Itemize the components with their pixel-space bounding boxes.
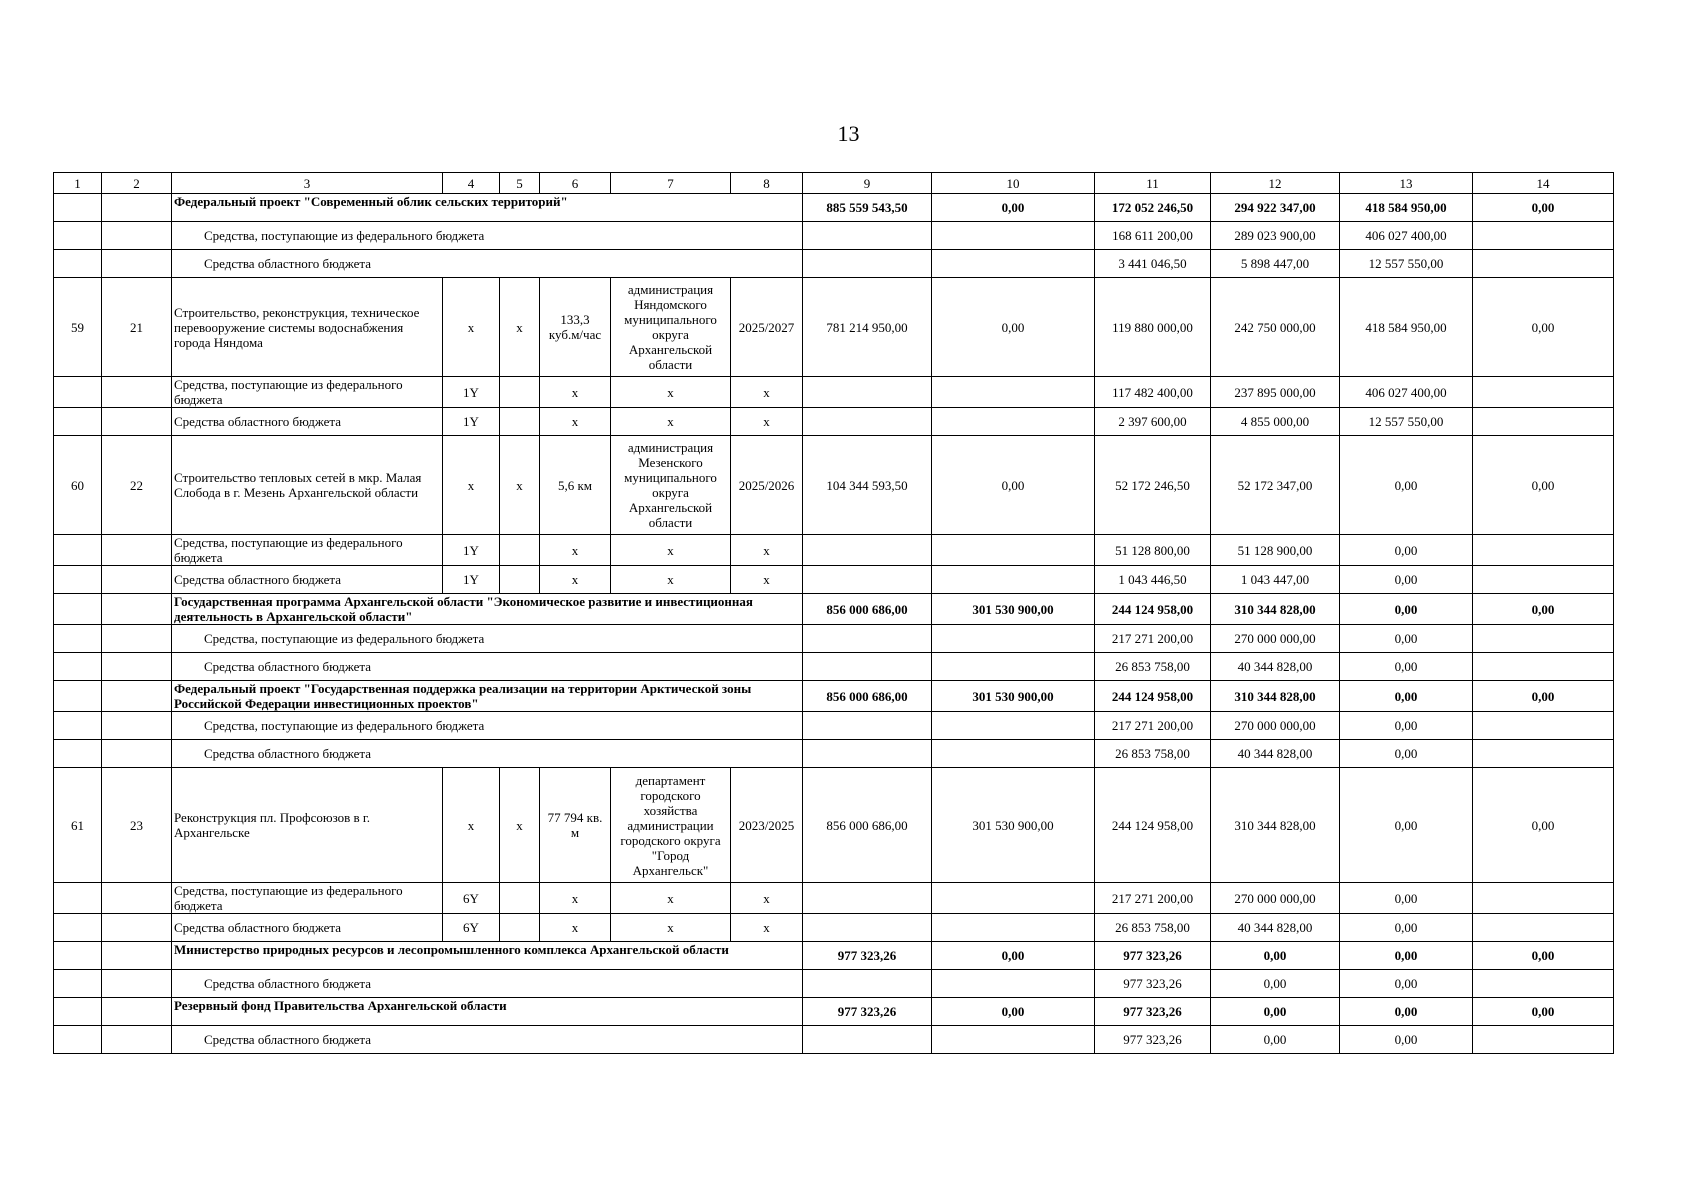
- amount-c13: 0,00: [1340, 594, 1473, 625]
- column-number: 14: [1473, 173, 1614, 194]
- amount-c14: [1473, 377, 1614, 408]
- amount-c13: 0,00: [1340, 883, 1473, 914]
- section-funding-row: [54, 653, 1614, 681]
- amount-c13: 12 557 550,00: [1340, 408, 1473, 436]
- amount-c14: [1473, 222, 1614, 250]
- amount-c12: 0,00: [1211, 942, 1340, 970]
- period-cell: х: [731, 883, 803, 914]
- amount-c12: 310 344 828,00: [1211, 681, 1340, 712]
- amount-c14: 0,00: [1473, 942, 1614, 970]
- row-number: 61: [54, 768, 102, 883]
- section-title: Государственная программа Архангельской области "Экономическое развитие и инвестиционная деятельность в Архангельской области": [172, 594, 803, 625]
- amount-c13: 0,00: [1340, 712, 1473, 740]
- column-number: 11: [1095, 173, 1211, 194]
- empty-cell: [54, 712, 102, 740]
- amount-c14: [1473, 1026, 1614, 1054]
- funding-source-label: Средства областного бюджета: [172, 653, 803, 681]
- amount-c9: [803, 377, 932, 408]
- empty-cell: [54, 998, 102, 1026]
- amount-c14: 0,00: [1473, 998, 1614, 1026]
- funding-source-label: Средства областного бюджета: [172, 1026, 803, 1054]
- section-header-row: [54, 681, 1614, 712]
- empty-cell: [102, 1026, 172, 1054]
- period-cell: 2025/2026: [731, 436, 803, 535]
- amount-c13: 406 027 400,00: [1340, 222, 1473, 250]
- amount-c10: [932, 377, 1095, 408]
- amount-c12: 310 344 828,00: [1211, 594, 1340, 625]
- amount-c13: 0,00: [1340, 970, 1473, 998]
- object-funding-row: [54, 566, 1614, 594]
- amount-c10: [932, 883, 1095, 914]
- column-number: 2: [102, 173, 172, 194]
- code-cell: х: [443, 278, 500, 377]
- amount-c11: 217 271 200,00: [1095, 883, 1211, 914]
- amount-c10: [932, 250, 1095, 278]
- funding-source-label: Средства областного бюджета: [172, 740, 803, 768]
- amount-c9: 856 000 686,00: [803, 681, 932, 712]
- amount-c11: 168 611 200,00: [1095, 222, 1211, 250]
- column-number: 10: [932, 173, 1095, 194]
- column-number: 3: [172, 173, 443, 194]
- empty-cell: [102, 222, 172, 250]
- object-funding-row: [54, 914, 1614, 942]
- amount-c10: [932, 625, 1095, 653]
- amount-c11: 3 441 046,50: [1095, 250, 1211, 278]
- amount-c11: 1 043 446,50: [1095, 566, 1211, 594]
- section-funding-row: [54, 250, 1614, 278]
- amount-c14: [1473, 883, 1614, 914]
- amount-c13: 0,00: [1340, 566, 1473, 594]
- empty-cell: [54, 653, 102, 681]
- object-funding-row: [54, 408, 1614, 436]
- amount-c14: 0,00: [1473, 194, 1614, 222]
- amount-c11: 977 323,26: [1095, 970, 1211, 998]
- row-number: 21: [102, 278, 172, 377]
- empty-cell: [102, 681, 172, 712]
- empty-cell: [102, 942, 172, 970]
- capacity-cell: 133,3 куб.м/час: [540, 278, 611, 377]
- code-cell: 6Y: [443, 883, 500, 914]
- amount-c13: 0,00: [1340, 436, 1473, 535]
- empty-cell: [54, 625, 102, 653]
- period-cell: х: [731, 566, 803, 594]
- column-number: 4: [443, 173, 500, 194]
- section-funding-row: [54, 1026, 1614, 1054]
- amount-c13: 0,00: [1340, 768, 1473, 883]
- amount-c14: [1473, 250, 1614, 278]
- empty-cell: [102, 653, 172, 681]
- amount-c9: 977 323,26: [803, 998, 932, 1026]
- empty-cell: [102, 883, 172, 914]
- empty-cell: [102, 250, 172, 278]
- amount-c11: 244 124 958,00: [1095, 768, 1211, 883]
- customer-cell: администрация Няндомского муниципального округа Архангельской области: [611, 278, 731, 377]
- column-number: 8: [731, 173, 803, 194]
- amount-c11: 977 323,26: [1095, 942, 1211, 970]
- amount-c12: 294 922 347,00: [1211, 194, 1340, 222]
- section-title: Министерство природных ресурсов и лесопромышленного комплекса Архангельской области: [172, 942, 803, 970]
- amount-c9: [803, 408, 932, 436]
- amount-c13: 0,00: [1340, 625, 1473, 653]
- amount-c12: 52 172 347,00: [1211, 436, 1340, 535]
- amount-c12: 310 344 828,00: [1211, 768, 1340, 883]
- amount-c10: [932, 566, 1095, 594]
- amount-c9: [803, 712, 932, 740]
- amount-c11: 217 271 200,00: [1095, 712, 1211, 740]
- amount-c13: 12 557 550,00: [1340, 250, 1473, 278]
- amount-c12: 0,00: [1211, 1026, 1340, 1054]
- funding-source-label: Средства областного бюджета: [172, 408, 443, 436]
- empty-cell: [102, 566, 172, 594]
- amount-c12: 242 750 000,00: [1211, 278, 1340, 377]
- column-number: 6: [540, 173, 611, 194]
- empty-cell: [102, 740, 172, 768]
- row-number: 22: [102, 436, 172, 535]
- amount-c9: 977 323,26: [803, 942, 932, 970]
- amount-c13: 0,00: [1340, 653, 1473, 681]
- amount-c11: 26 853 758,00: [1095, 740, 1211, 768]
- amount-c11: 117 482 400,00: [1095, 377, 1211, 408]
- object-name: Строительство тепловых сетей в мкр. Малая Слобода в г. Мезень Архангельской области: [172, 436, 443, 535]
- customer-cell: х: [611, 883, 731, 914]
- amount-c12: 40 344 828,00: [1211, 653, 1340, 681]
- period-cell: х: [731, 377, 803, 408]
- amount-c12: 51 128 900,00: [1211, 535, 1340, 566]
- amount-c14: [1473, 566, 1614, 594]
- empty-cell: [102, 194, 172, 222]
- amount-c9: [803, 566, 932, 594]
- column-number: 12: [1211, 173, 1340, 194]
- empty-cell: [54, 914, 102, 942]
- customer-cell: департамент городского хозяйства администрации городского округа "Город Архангельск": [611, 768, 731, 883]
- amount-c10: [932, 535, 1095, 566]
- amount-c12: 5 898 447,00: [1211, 250, 1340, 278]
- amount-c12: 40 344 828,00: [1211, 914, 1340, 942]
- funding-source-label: Средства, поступающие из федерального бюджета: [172, 625, 803, 653]
- empty-cell: [54, 250, 102, 278]
- amount-c10: [932, 408, 1095, 436]
- code-cell: 6Y: [443, 914, 500, 942]
- column-number: 1: [54, 173, 102, 194]
- amount-c10: [932, 653, 1095, 681]
- amount-c10: 0,00: [932, 998, 1095, 1026]
- capacity-cell: х: [540, 566, 611, 594]
- row-number: 59: [54, 278, 102, 377]
- amount-c10: [932, 1026, 1095, 1054]
- period-cell: х: [731, 535, 803, 566]
- amount-c11: 244 124 958,00: [1095, 594, 1211, 625]
- object-row: [54, 436, 1614, 535]
- code-cell: х: [500, 436, 540, 535]
- section-funding-row: [54, 970, 1614, 998]
- object-funding-row: [54, 535, 1614, 566]
- section-header-row: [54, 594, 1614, 625]
- empty-cell: [102, 625, 172, 653]
- amount-c9: [803, 1026, 932, 1054]
- capacity-cell: х: [540, 914, 611, 942]
- amount-c13: 406 027 400,00: [1340, 377, 1473, 408]
- amount-c13: 418 584 950,00: [1340, 278, 1473, 377]
- amount-c11: 244 124 958,00: [1095, 681, 1211, 712]
- empty-cell: [102, 712, 172, 740]
- amount-c13: 0,00: [1340, 1026, 1473, 1054]
- code-cell: [500, 914, 540, 942]
- row-number: 60: [54, 436, 102, 535]
- funding-source-label: Средства областного бюджета: [172, 250, 803, 278]
- amount-c14: [1473, 740, 1614, 768]
- amount-c13: 0,00: [1340, 914, 1473, 942]
- amount-c12: 237 895 000,00: [1211, 377, 1340, 408]
- amount-c10: 301 530 900,00: [932, 768, 1095, 883]
- amount-c10: 0,00: [932, 436, 1095, 535]
- amount-c12: 270 000 000,00: [1211, 625, 1340, 653]
- section-header-row: [54, 998, 1614, 1026]
- empty-cell: [54, 566, 102, 594]
- amount-c14: 0,00: [1473, 768, 1614, 883]
- amount-c14: [1473, 408, 1614, 436]
- object-funding-row: [54, 883, 1614, 914]
- object-name: Реконструкция пл. Профсоюзов в г. Архангельске: [172, 768, 443, 883]
- code-cell: х: [500, 278, 540, 377]
- amount-c9: 104 344 593,50: [803, 436, 932, 535]
- amount-c10: 0,00: [932, 194, 1095, 222]
- amount-c12: 270 000 000,00: [1211, 883, 1340, 914]
- section-title: Федеральный проект "Государственная поддержка реализации на территории Арктической зоны Российской Федерации инвестиционных проектов": [172, 681, 803, 712]
- capacity-cell: 5,6 км: [540, 436, 611, 535]
- column-number: 7: [611, 173, 731, 194]
- amount-c10: 301 530 900,00: [932, 681, 1095, 712]
- amount-c14: 0,00: [1473, 681, 1614, 712]
- funding-source-label: Средства областного бюджета: [172, 914, 443, 942]
- column-number: 9: [803, 173, 932, 194]
- empty-cell: [102, 970, 172, 998]
- amount-c10: 0,00: [932, 278, 1095, 377]
- section-header-row: [54, 194, 1614, 222]
- customer-cell: х: [611, 566, 731, 594]
- amount-c11: 2 397 600,00: [1095, 408, 1211, 436]
- period-cell: 2025/2027: [731, 278, 803, 377]
- code-cell: 1Y: [443, 408, 500, 436]
- section-title: Федеральный проект "Современный облик сельских территорий": [172, 194, 803, 222]
- amount-c11: 26 853 758,00: [1095, 914, 1211, 942]
- funding-source-label: Средства, поступающие из федерального бюджета: [172, 222, 803, 250]
- code-cell: х: [443, 436, 500, 535]
- amount-c13: 0,00: [1340, 942, 1473, 970]
- period-cell: 2023/2025: [731, 768, 803, 883]
- empty-cell: [54, 1026, 102, 1054]
- period-cell: х: [731, 408, 803, 436]
- empty-cell: [102, 408, 172, 436]
- amount-c9: [803, 970, 932, 998]
- amount-c9: 781 214 950,00: [803, 278, 932, 377]
- amount-c12: 40 344 828,00: [1211, 740, 1340, 768]
- code-cell: [500, 566, 540, 594]
- code-cell: [500, 883, 540, 914]
- code-cell: 1Y: [443, 377, 500, 408]
- funding-source-label: Средства областного бюджета: [172, 566, 443, 594]
- row-number: 23: [102, 768, 172, 883]
- code-cell: х: [443, 768, 500, 883]
- code-cell: [500, 535, 540, 566]
- funding-source-label: Средства, поступающие из федерального бюджета: [172, 883, 443, 914]
- empty-cell: [54, 408, 102, 436]
- amount-c12: 270 000 000,00: [1211, 712, 1340, 740]
- amount-c11: 52 172 246,50: [1095, 436, 1211, 535]
- empty-cell: [54, 740, 102, 768]
- amount-c9: [803, 740, 932, 768]
- section-title: Резервный фонд Правительства Архангельской области: [172, 998, 803, 1026]
- amount-c9: [803, 535, 932, 566]
- amount-c12: 4 855 000,00: [1211, 408, 1340, 436]
- amount-c11: 119 880 000,00: [1095, 278, 1211, 377]
- amount-c10: [932, 740, 1095, 768]
- amount-c9: [803, 222, 932, 250]
- empty-cell: [102, 914, 172, 942]
- empty-cell: [102, 377, 172, 408]
- amount-c13: 0,00: [1340, 681, 1473, 712]
- empty-cell: [54, 942, 102, 970]
- amount-c14: [1473, 535, 1614, 566]
- capacity-cell: х: [540, 408, 611, 436]
- object-row: [54, 768, 1614, 883]
- column-number: 13: [1340, 173, 1473, 194]
- amount-c9: 856 000 686,00: [803, 768, 932, 883]
- amount-c10: 301 530 900,00: [932, 594, 1095, 625]
- code-cell: 1Y: [443, 535, 500, 566]
- object-name: Строительство, реконструкция, техническое перевооружение системы водоснабжения города Няндома: [172, 278, 443, 377]
- amount-c10: [932, 970, 1095, 998]
- code-cell: 1Y: [443, 566, 500, 594]
- customer-cell: х: [611, 914, 731, 942]
- empty-cell: [54, 681, 102, 712]
- section-funding-row: [54, 625, 1614, 653]
- funding-source-label: Средства, поступающие из федерального бюджета: [172, 377, 443, 408]
- customer-cell: х: [611, 408, 731, 436]
- amount-c9: 856 000 686,00: [803, 594, 932, 625]
- capacity-cell: х: [540, 535, 611, 566]
- empty-cell: [54, 377, 102, 408]
- capacity-cell: х: [540, 883, 611, 914]
- period-cell: х: [731, 914, 803, 942]
- amount-c14: [1473, 653, 1614, 681]
- amount-c14: [1473, 970, 1614, 998]
- amount-c11: 172 052 246,50: [1095, 194, 1211, 222]
- empty-cell: [54, 222, 102, 250]
- amount-c11: 977 323,26: [1095, 1026, 1211, 1054]
- amount-c14: 0,00: [1473, 436, 1614, 535]
- amount-c9: [803, 250, 932, 278]
- customer-cell: х: [611, 377, 731, 408]
- column-number: 5: [500, 173, 540, 194]
- section-funding-row: [54, 740, 1614, 768]
- amount-c12: 289 023 900,00: [1211, 222, 1340, 250]
- amount-c11: 977 323,26: [1095, 998, 1211, 1026]
- code-cell: [500, 408, 540, 436]
- amount-c12: 0,00: [1211, 970, 1340, 998]
- amount-c13: 0,00: [1340, 740, 1473, 768]
- amount-c9: 885 559 543,50: [803, 194, 932, 222]
- object-funding-row: [54, 377, 1614, 408]
- code-cell: [500, 377, 540, 408]
- amount-c9: [803, 914, 932, 942]
- amount-c13: 0,00: [1340, 535, 1473, 566]
- amount-c9: [803, 625, 932, 653]
- empty-cell: [102, 998, 172, 1026]
- empty-cell: [54, 883, 102, 914]
- amount-c10: [932, 222, 1095, 250]
- section-funding-row: [54, 222, 1614, 250]
- amount-c14: [1473, 914, 1614, 942]
- funding-source-label: Средства, поступающие из федерального бюджета: [172, 535, 443, 566]
- amount-c14: [1473, 625, 1614, 653]
- amount-c14: [1473, 712, 1614, 740]
- amount-c10: [932, 712, 1095, 740]
- budget-table: [53, 172, 1614, 1054]
- amount-c9: [803, 883, 932, 914]
- amount-c11: 51 128 800,00: [1095, 535, 1211, 566]
- amount-c13: 418 584 950,00: [1340, 194, 1473, 222]
- page-number: 13: [837, 121, 860, 146]
- funding-source-label: Средства областного бюджета: [172, 970, 803, 998]
- empty-cell: [54, 535, 102, 566]
- object-row: [54, 278, 1614, 377]
- amount-c10: [932, 914, 1095, 942]
- customer-cell: администрация Мезенского муниципального округа Архангельской области: [611, 436, 731, 535]
- customer-cell: х: [611, 535, 731, 566]
- section-funding-row: [54, 712, 1614, 740]
- column-number-row: [54, 173, 1614, 194]
- section-header-row: [54, 942, 1614, 970]
- funding-source-label: Средства, поступающие из федерального бюджета: [172, 712, 803, 740]
- empty-cell: [102, 535, 172, 566]
- amount-c13: 0,00: [1340, 998, 1473, 1026]
- capacity-cell: х: [540, 377, 611, 408]
- amount-c9: [803, 653, 932, 681]
- empty-cell: [54, 970, 102, 998]
- amount-c11: 26 853 758,00: [1095, 653, 1211, 681]
- capacity-cell: 77 794 кв. м: [540, 768, 611, 883]
- empty-cell: [54, 594, 102, 625]
- amount-c12: 0,00: [1211, 998, 1340, 1026]
- empty-cell: [54, 194, 102, 222]
- amount-c10: 0,00: [932, 942, 1095, 970]
- empty-cell: [102, 594, 172, 625]
- amount-c12: 1 043 447,00: [1211, 566, 1340, 594]
- amount-c11: 217 271 200,00: [1095, 625, 1211, 653]
- amount-c14: 0,00: [1473, 594, 1614, 625]
- code-cell: х: [500, 768, 540, 883]
- amount-c14: 0,00: [1473, 278, 1614, 377]
